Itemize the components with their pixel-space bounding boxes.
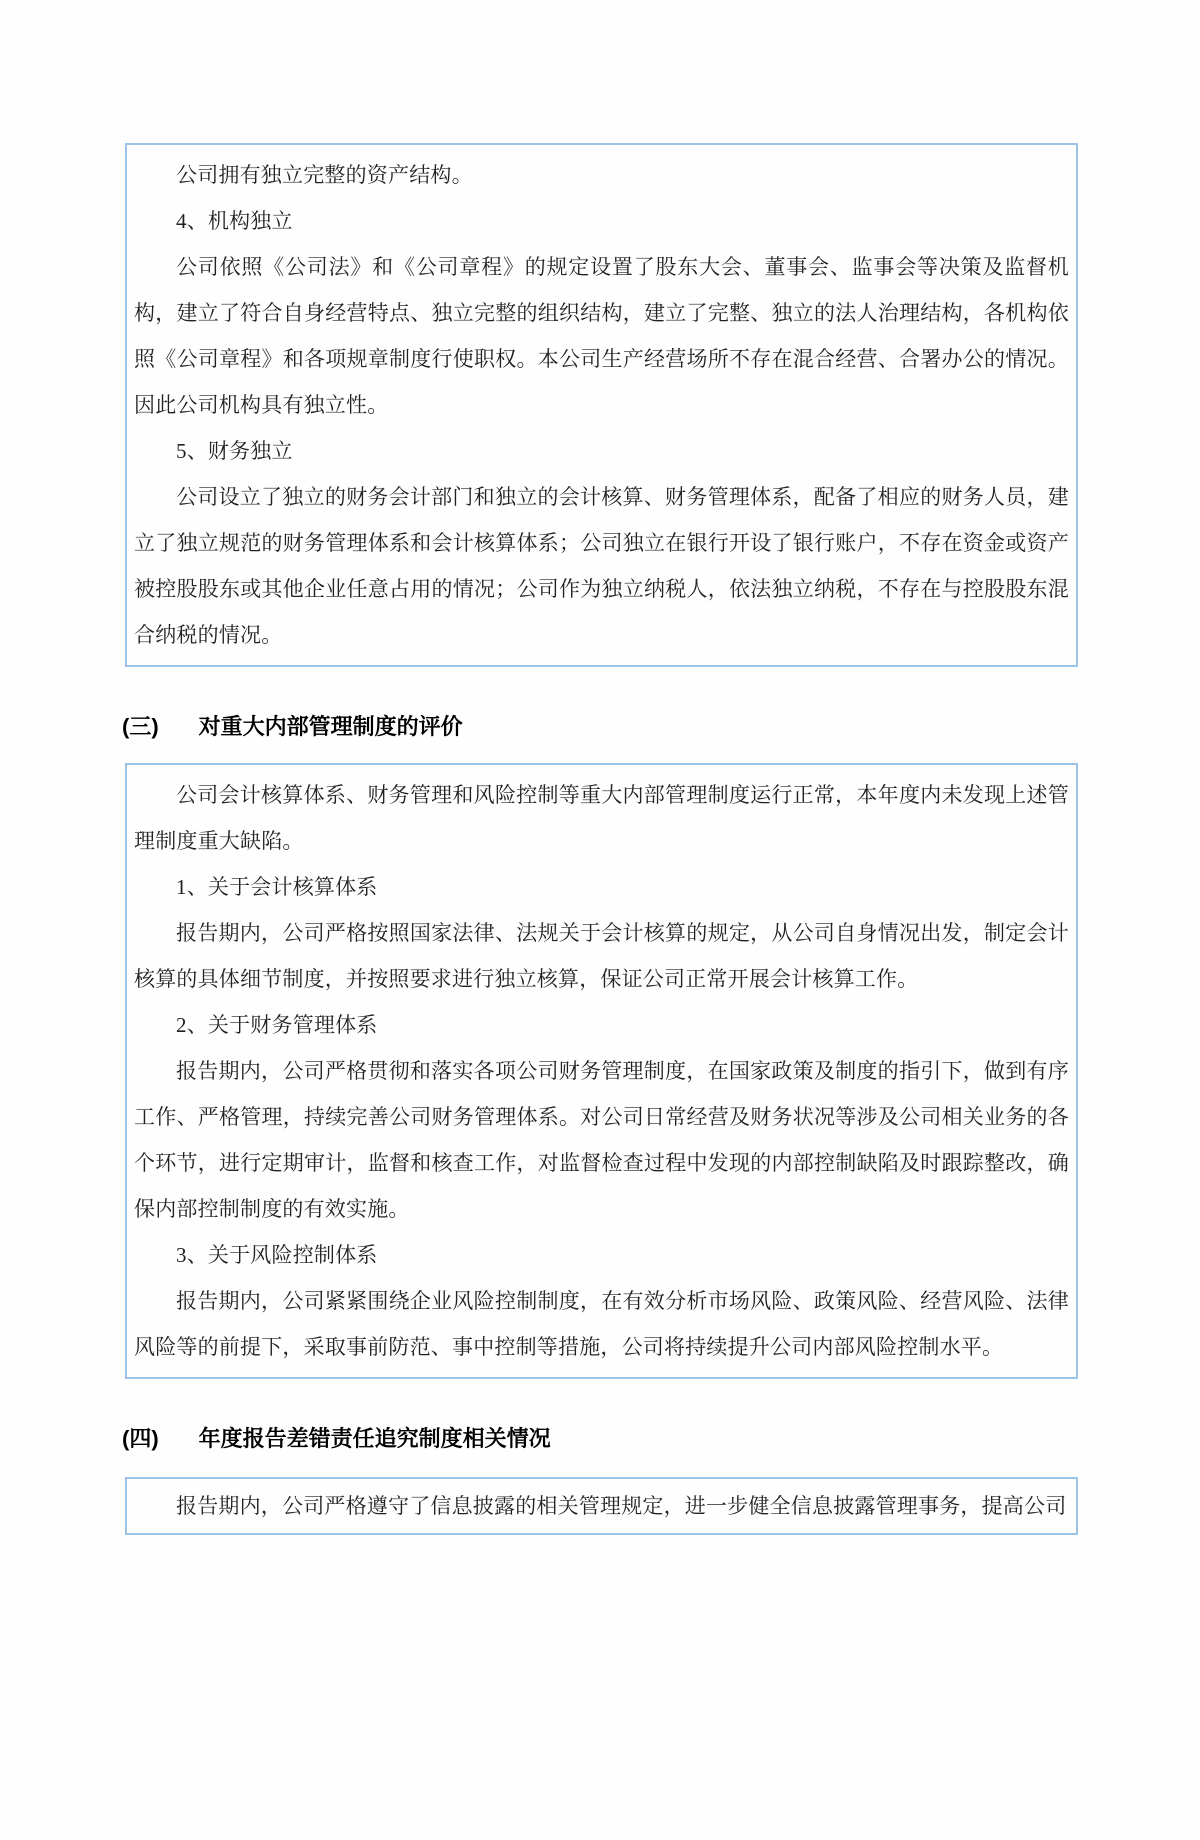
subheading-organ-independence: 4、机构独立 xyxy=(176,209,293,233)
report-page xyxy=(0,143,1200,1840)
section-heading-internal-mgmt-evaluation xyxy=(122,713,1200,741)
subheading-risk-control-system: 3、关于风险控制体系 xyxy=(176,1243,378,1267)
subheading-financial-independence: 5、财务独立 xyxy=(176,439,293,463)
independence-text-box xyxy=(125,143,1078,667)
paragraph-asset-structure: 公司拥有独立完整的资产结构。 xyxy=(176,163,473,187)
section-title: 年度报告差错责任追究制度相关情况 xyxy=(198,1426,551,1451)
paragraph-mgmt-overview: 公司会计核算体系、财务管理和风险控制等重大内部管理制度运行正常，本年度内未发现上述管理制度重大缺陷。 xyxy=(134,783,1069,853)
paragraph-financial-mgmt-system: 报告期内，公司严格贯彻和落实各项公司财务管理制度，在国家政策及制度的指引下，做到有序工作、严格管理，持续完善公司财务管理体系。对公司日常经营及财务状况等涉及公司相关业务的各个环节，进行定期审计，监督和核查工作，对监督检查过程中发现的内部控制缺陷及时跟踪整改，确保内部控制制度的有效实施。 xyxy=(134,1059,1069,1221)
paragraph-organ-independence: 公司依照《公司法》和《公司章程》的规定设置了股东大会、董事会、监事会等决策及监督机构，建立了符合自身经营特点、独立完整的组织结构，建立了完整、独立的法人治理结构，各机构依照《公司章程》和各项规章制度行使职权。本公司生产经营场所不存在混合经营、合署办公的情况。因此公司机构具有独立性。 xyxy=(134,255,1069,417)
paragraph-disclosure: 报告期内，公司严格遵守了信息披露的相关管理规定，进一步健全信息披露管理事务，提高公司 xyxy=(176,1494,1067,1518)
paragraph-risk-control-system: 报告期内，公司紧紧围绕企业风险控制制度，在有效分析市场风险、政策风险、经营风险、法律风险等的前提下，采取事前防范、事中控制等措施，公司将持续提升公司内部风险控制水平。 xyxy=(134,1289,1069,1359)
error-accountability-text-box xyxy=(125,1477,1078,1535)
section-heading-error-accountability xyxy=(122,1425,1200,1453)
section-number: (三) xyxy=(122,714,159,739)
paragraph-accounting-system: 报告期内，公司严格按照国家法律、法规关于会计核算的规定，从公司自身情况出发，制定会计核算的具体细节制度，并按照要求进行独立核算，保证公司正常开展会计核算工作。 xyxy=(134,921,1069,991)
internal-mgmt-text-box xyxy=(125,763,1078,1379)
paragraph-financial-independence: 公司设立了独立的财务会计部门和独立的会计核算、财务管理体系，配备了相应的财务人员，建立了独立规范的财务管理体系和会计核算体系；公司独立在银行开设了银行账户，不存在资金或资产被控股股东或其他企业任意占用的情况；公司作为独立纳税人，依法独立纳税，不存在与控股股东混合纳税的情况。 xyxy=(134,485,1069,647)
section-number: (四) xyxy=(122,1426,159,1451)
subheading-financial-mgmt-system: 2、关于财务管理体系 xyxy=(176,1013,378,1037)
subheading-accounting-system: 1、关于会计核算体系 xyxy=(176,875,378,899)
section-title: 对重大内部管理制度的评价 xyxy=(198,714,463,739)
